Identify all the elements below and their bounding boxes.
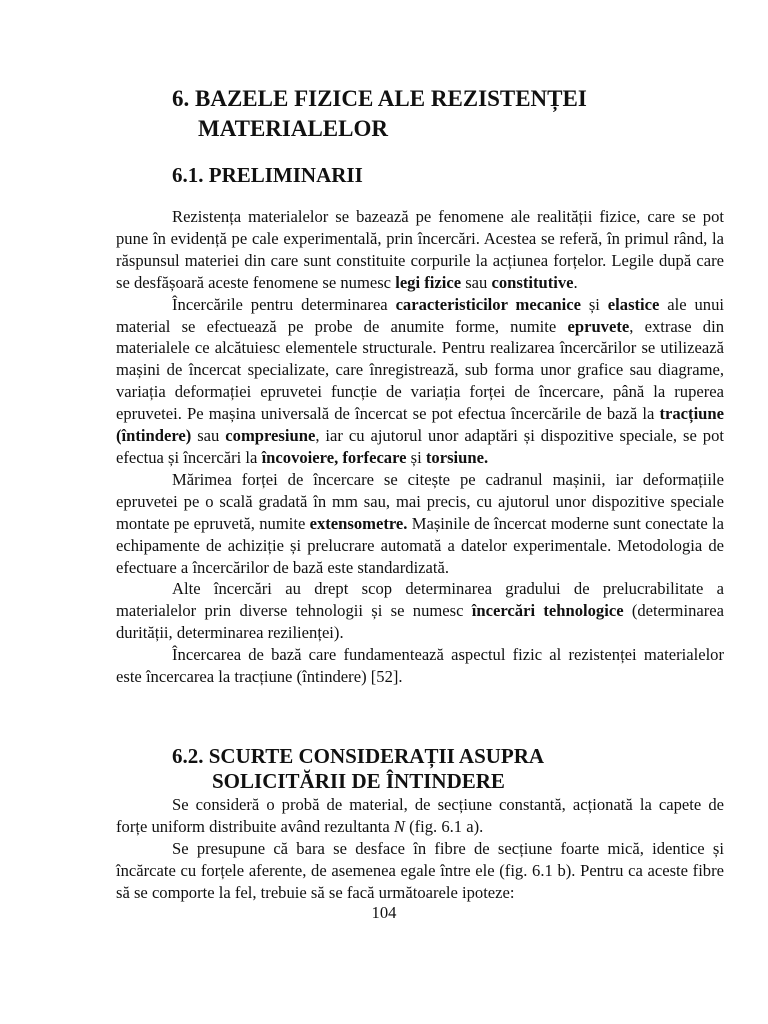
section-heading-preliminarii: 6.1. PRELIMINARII <box>172 163 363 187</box>
section-heading-line2: SOLICITĂRII DE ÎNTINDERE <box>212 769 505 793</box>
paragraph <box>116 206 724 294</box>
bold-term: extensometre. <box>309 513 408 533</box>
bold-term: încovoiere, forfecare <box>261 447 407 467</box>
text-run: Alte încercări au drept scop determinarea gradului de prelucrabilitate a materialelor prin diverse tehnologii și se numesc <box>116 579 724 621</box>
section-heading-line1: 6.2. SCURTE CONSIDERAȚII ASUPRA <box>172 744 545 768</box>
text-run: Mărimea forței de încercare se citește pe cadranul mașinii, iar deformațiile epruvetei pe o scală gradată în mm sau, mai precis, cu ajutorul unor dispozitive speciale montate pe epruvetă, numite <box>116 469 724 533</box>
bold-term: tracțiune (întindere) <box>116 404 724 446</box>
paragraph <box>116 644 724 688</box>
text-run: (fig. 6.1 a). <box>404 816 484 836</box>
bold-term: torsiune. <box>425 447 489 467</box>
chapter-title <box>172 84 692 144</box>
text-run: sau <box>461 272 492 292</box>
bold-term: epruvete <box>567 316 630 336</box>
text-run: Încercarea de bază care fundamentează aspectul fizic al rezistenței materialelor este încercarea la tracțiune (întindere) [52]. <box>116 645 724 687</box>
text-run: , extrase din materialele ce alcătuiesc elementele structurale. Pentru realizarea încercărilor se utilizează mașini de încercat specializate, care înregistrează, sub forma unor grafice sau diagrame, variația deformației epruvetei funcție de variația forței de încercare, până la ruperea epruvetei. Pe mașina universală de încercat se pot efectua încercările de bază la <box>116 316 724 424</box>
text-run: . <box>573 272 578 292</box>
bold-term: constitutive <box>491 272 574 292</box>
bold-term: încercări tehnologice <box>471 601 624 621</box>
italic-symbol: N <box>393 816 405 836</box>
bold-term: caracteristicilor mecanice <box>395 294 581 314</box>
paragraph <box>116 469 724 579</box>
text-run: Încercările pentru determinarea <box>172 294 396 314</box>
text-run: , iar cu ajutorul unor adaptări și dispozitive speciale, se pot efectua și încercări la <box>116 426 724 467</box>
text-run: ale unui material se efectuează pe probe de anumite forme, numite <box>116 294 725 336</box>
text-run: Se presupune că bara se desface în fibre de secțiune foarte mică, identice și încărcate cu forțele aferente, de asemenea egale între ele (fig. 6.1 b). Pentru ca aceste fibre să se comporte la fel, trebuie să se facă următoarele ipoteze: <box>116 838 724 902</box>
paragraph <box>116 838 724 904</box>
paragraph <box>116 794 724 838</box>
paragraph <box>116 294 724 469</box>
section-body-preliminarii <box>116 206 724 688</box>
text-run: sau <box>191 426 226 446</box>
section-heading-intindere <box>172 744 692 794</box>
text-run: (determinarea durității, determinarea rezilienței). <box>116 601 724 643</box>
page-number: 104 <box>371 903 397 922</box>
text-run: și <box>580 294 608 314</box>
text-run: și <box>406 447 426 467</box>
paragraph <box>116 578 724 644</box>
text-run: Rezistența materialelor se bazează pe fenomene ale realității fizice, care se pot pune în evidență pe cale experimentală, prin încercări. Acestea se referă, în primul rând, la răspunsul materiei din care sunt constituite corpurile la acțiunea forțelor. Legile după care se desfășoară aceste fenomene se numesc <box>116 207 724 292</box>
bold-term: elastice <box>607 294 660 314</box>
chapter-title-line1: 6. BAZELE FIZICE ALE REZISTENȚEI <box>172 86 587 111</box>
section-body-intindere <box>116 794 724 904</box>
bold-term: compresiune <box>225 426 316 446</box>
chapter-title-line2: MATERIALELOR <box>198 116 388 141</box>
bold-term: legi fizice <box>395 272 462 292</box>
text-run: Se consideră o probă de material, de secțiune constantă, acționată la capete de forțe uniform distribuite având rezultanta <box>116 795 724 836</box>
text-run: Mașinile de încercat moderne sunt conectate la echipamente de achiziție și prelucrare automată a datelor experimentale. Metodologia de efectuare a încercărilor de bază este standardizată. <box>116 513 724 577</box>
